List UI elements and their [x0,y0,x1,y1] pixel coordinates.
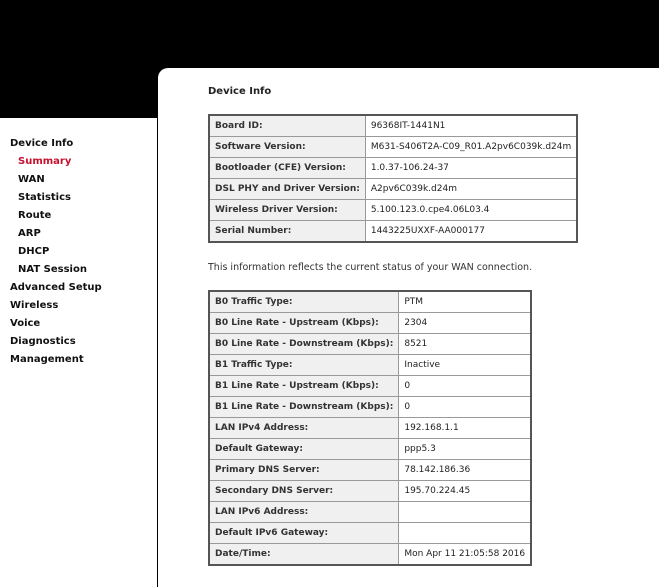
row-value: 2304 [399,313,531,334]
row-label: B0 Traffic Type: [209,291,399,313]
table-row [209,334,531,355]
row-value: 8521 [399,334,531,355]
row-label: Default IPv6 Gateway: [209,523,399,544]
sidebar-item-management[interactable]: Management [10,354,84,365]
row-value: 192.168.1.1 [399,418,531,439]
row-label: Software Version: [209,137,365,158]
content-panel [158,68,659,587]
wan-status-note: This information reflects the current status of your WAN connection. [208,262,533,273]
sidebar-item-nat-session[interactable]: NAT Session [18,264,87,275]
table-row [209,221,577,243]
sidebar-nav [10,135,102,369]
row-label: DSL PHY and Driver Version: [209,179,365,200]
table-row [209,502,531,523]
table-row [209,355,531,376]
row-label: Serial Number: [209,221,365,243]
row-label: B1 Traffic Type: [209,355,399,376]
row-value: M631-S406T2A-C09_R01.A2pv6C039k.d24m [365,137,577,158]
row-label: Default Gateway: [209,439,399,460]
table-row [209,418,531,439]
table-row [209,544,531,566]
row-value [399,502,531,523]
row-label: Board ID: [209,115,365,137]
table-row [209,460,531,481]
row-value: 96368IT-1441N1 [365,115,577,137]
sidebar-item-voice[interactable]: Voice [10,318,41,329]
table-row [209,313,531,334]
row-label: Primary DNS Server: [209,460,399,481]
device-info-table [208,114,578,243]
row-value: 5.100.123.0.cpe4.06L03.4 [365,200,577,221]
sidebar-item-diagnostics[interactable]: Diagnostics [10,336,76,347]
sidebar-item-wan[interactable]: WAN [18,174,45,185]
row-value: Mon Apr 11 21:05:58 2016 [399,544,531,566]
table-row [209,397,531,418]
row-label: LAN IPv6 Address: [209,502,399,523]
row-value: 0 [399,376,531,397]
row-label: B1 Line Rate - Upstream (Kbps): [209,376,399,397]
sidebar-item-dhcp[interactable]: DHCP [18,246,50,257]
row-label: Wireless Driver Version: [209,200,365,221]
row-label: LAN IPv4 Address: [209,418,399,439]
row-value: PTM [399,291,531,313]
wan-info-table [208,290,532,566]
row-value: 1.0.37-106.24-37 [365,158,577,179]
row-value: A2pv6C039k.d24m [365,179,577,200]
row-label: B0 Line Rate - Upstream (Kbps): [209,313,399,334]
row-value: 1443225UXXF-AA000177 [365,221,577,243]
table-row [209,115,577,137]
row-label: B1 Line Rate - Downstream (Kbps): [209,397,399,418]
sidebar-item-route[interactable]: Route [18,210,52,221]
row-value: ppp5.3 [399,439,531,460]
row-label: Date/Time: [209,544,399,566]
row-value: Inactive [399,355,531,376]
table-row [209,137,577,158]
row-label: B0 Line Rate - Downstream (Kbps): [209,334,399,355]
table-row [209,439,531,460]
table-row [209,158,577,179]
sidebar-item-advanced-setup[interactable]: Advanced Setup [10,282,102,293]
table-row [209,291,531,313]
row-value [399,523,531,544]
sidebar-item-device-info[interactable]: Device Info [10,138,74,149]
table-row [209,179,577,200]
row-label: Bootloader (CFE) Version: [209,158,365,179]
sidebar-item-statistics[interactable]: Statistics [18,192,71,203]
sidebar-item-arp[interactable]: ARP [18,228,41,239]
page-title: Device Info [208,86,272,97]
sidebar-item-wireless[interactable]: Wireless [10,300,59,311]
row-value: 0 [399,397,531,418]
table-row [209,481,531,502]
sidebar-item-summary[interactable]: Summary [18,156,72,167]
row-value: 78.142.186.36 [399,460,531,481]
row-value: 195.70.224.45 [399,481,531,502]
row-label: Secondary DNS Server: [209,481,399,502]
sidebar [0,118,157,587]
table-row [209,200,577,221]
table-row [209,523,531,544]
table-row [209,376,531,397]
